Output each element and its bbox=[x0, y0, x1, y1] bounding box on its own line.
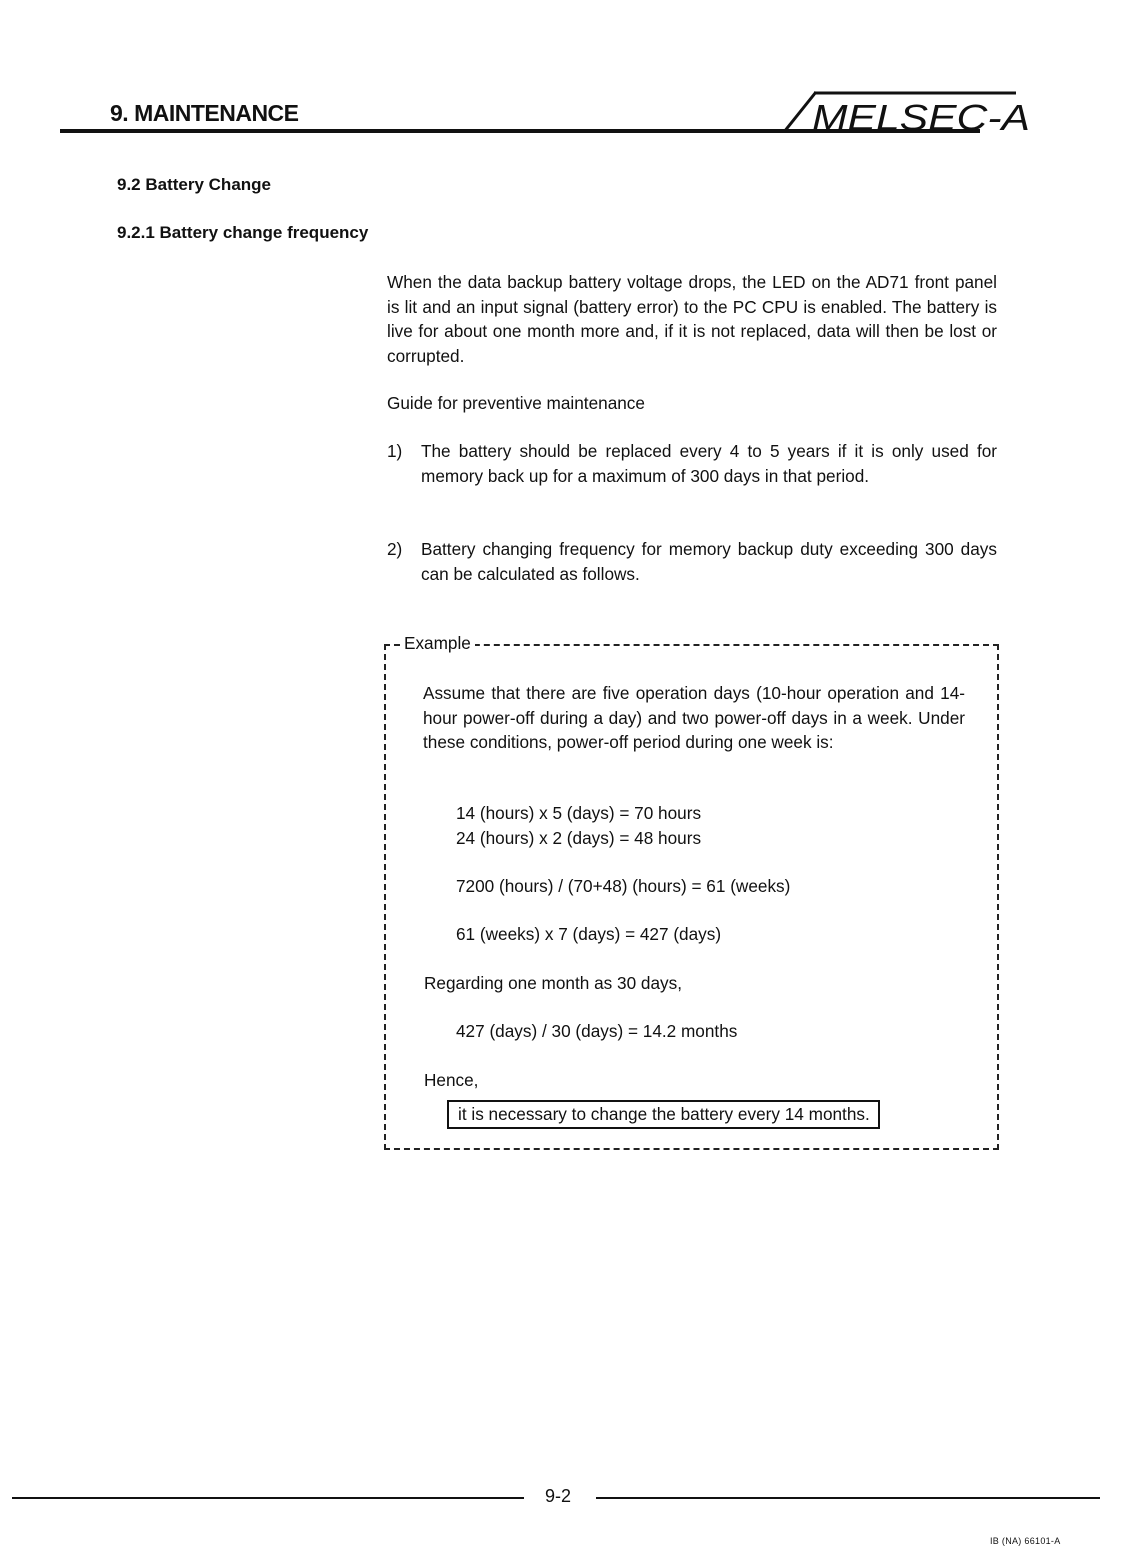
document-code: IB (NA) 66101-A bbox=[990, 1536, 1061, 1546]
calc-line: 24 (hours) x 2 (days) = 48 hours bbox=[456, 827, 702, 848]
chapter-title: 9. MAINTENANCE bbox=[110, 100, 299, 126]
calc-operation-hours bbox=[456, 801, 701, 850]
footer-rule bbox=[12, 1497, 524, 1499]
calc-line: 14 (hours) x 5 (days) = 70 hours bbox=[456, 803, 702, 823]
conclusion-box: it is necessary to change the battery every 14 months. bbox=[447, 1100, 880, 1129]
list-number: 2) bbox=[387, 539, 403, 559]
list-item bbox=[387, 537, 997, 586]
regarding-text: Regarding one month as 30 days, bbox=[424, 973, 682, 993]
hence-text: Hence, bbox=[424, 1070, 479, 1090]
calc-days: 61 (weeks) x 7 (days) = 427 (days) bbox=[456, 924, 722, 944]
section-heading: 9.2 Battery Change bbox=[117, 175, 271, 194]
list-number: 1) bbox=[387, 441, 403, 461]
melsec-logo bbox=[778, 90, 1038, 140]
logo-text: MELSEC-A bbox=[812, 97, 1030, 138]
intro-paragraph: When the data backup battery voltage drops, the LED on the AD71 front panel is lit and an input signal (battery error) to the PC CPU is enabled. The battery is live for about one month more and, if it is not replaced, data will then be lost or corrupted. bbox=[387, 272, 997, 366]
list-text: Battery changing frequency for memory backup duty exceeding 300 days can be calculated as follows. bbox=[421, 539, 997, 584]
calc-weeks: 7200 (hours) / (70+48) (hours) = 61 (weeks) bbox=[456, 876, 791, 896]
calc-months: 427 (days) / 30 (days) = 14.2 months bbox=[456, 1021, 738, 1041]
example-intro: Assume that there are five operation days (10-hour operation and 14-hour power-off during a day) and two power-off days in a week. Under these conditions, power-off period during one week is: bbox=[423, 683, 965, 752]
list-item bbox=[387, 439, 997, 488]
example-label: Example bbox=[400, 633, 475, 654]
list-text: The battery should be replaced every 4 to 5 years if it is only used for memory back up for a maximum of 300 days in that period. bbox=[421, 441, 997, 486]
footer-rule bbox=[596, 1497, 1100, 1499]
guide-title: Guide for preventive maintenance bbox=[387, 393, 645, 413]
page-number: 9-2 bbox=[545, 1486, 572, 1506]
subsection-heading: 9.2.1 Battery change frequency bbox=[117, 223, 369, 242]
